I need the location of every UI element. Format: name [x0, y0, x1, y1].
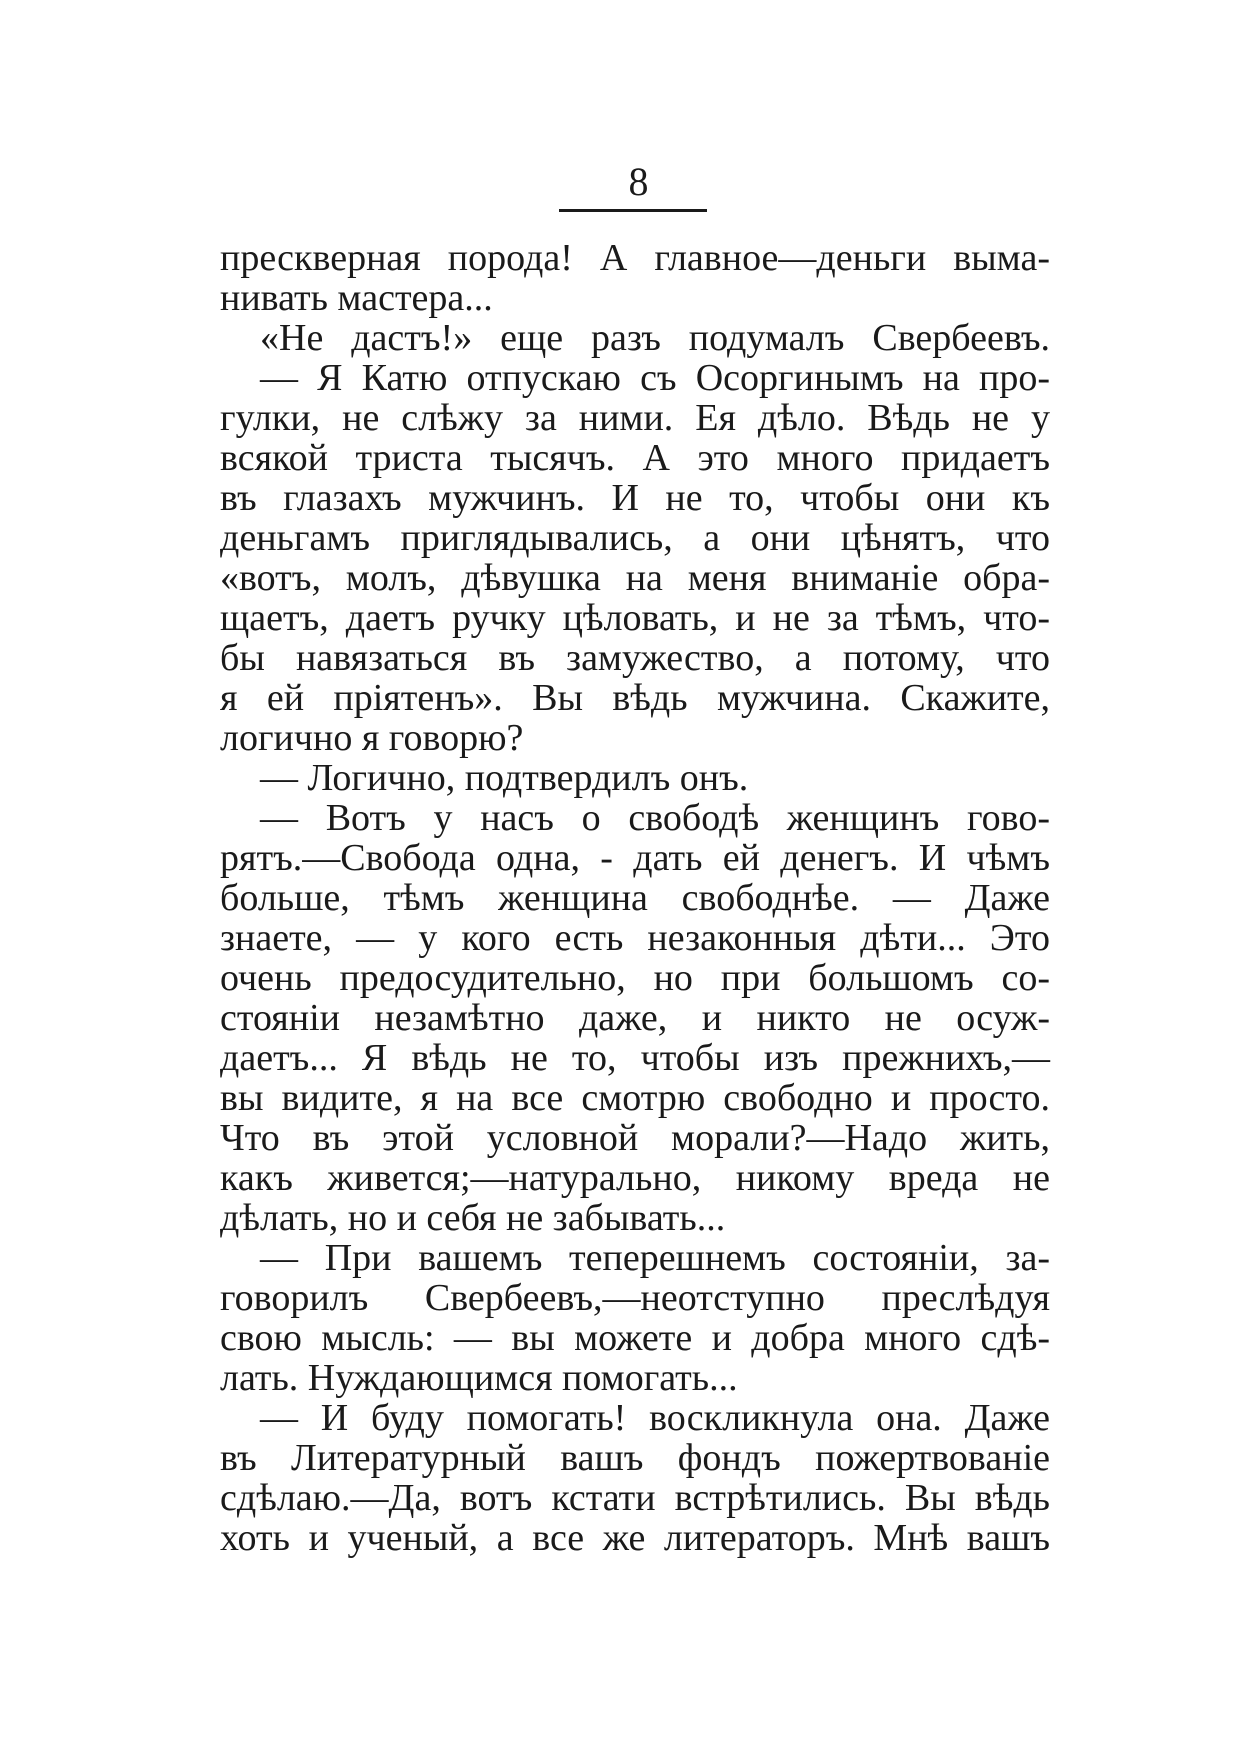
text-line: дѣлать, но и себя не забывать... — [220, 1197, 726, 1239]
text-line: въ глазахъ мужчинъ. И не то, чтобы они къ — [220, 477, 1050, 519]
text-line: очень предосудительно, но при большомъ со- — [220, 957, 1050, 999]
text-line: бы навязаться въ замужество, а потому, что — [220, 637, 1050, 679]
text-line: «вотъ, молъ, дѣвушка на меня вниманіе обра- — [220, 557, 1050, 599]
text-line: прескверная порода! А главное—деньги выма- — [220, 237, 1050, 279]
text-line: даетъ... Я вѣдь не то, чтобы изъ прежнихъ,— — [220, 1037, 1050, 1079]
text-line: какъ живется;—натурально, никому вреда не — [220, 1157, 1050, 1199]
text-line: рятъ.—Свобода одна, - дать ей денегъ. И чѣмъ — [220, 837, 1050, 879]
text-line: — Логично, подтвердилъ онъ. — [260, 757, 749, 799]
text-line: лать. Нуждающимся помогать... — [220, 1357, 738, 1399]
text-line: гулки, не слѣжу за ними. Ея дѣло. Вѣдь не у — [220, 397, 1050, 439]
text-line: Что въ этой условной морали?—Надо жить, — [220, 1117, 1050, 1159]
text-line: сдѣлаю.—Да, вотъ кстати встрѣтились. Вы вѣдь — [220, 1477, 1050, 1519]
text-line: — Я Катю отпускаю съ Осоргинымъ на про- — [260, 357, 1050, 399]
text-line: свою мысль: — вы можете и добра много сдѣ- — [220, 1317, 1050, 1359]
text-line: деньгамъ приглядывались, а они цѣнятъ, что — [220, 517, 1050, 559]
text-line: въ Литературный вашъ фондъ пожертвованіе — [220, 1437, 1050, 1479]
text-line: вы видите, я на все смотрю свободно и просто. — [220, 1077, 1050, 1119]
text-line: больше, тѣмъ женщина свободнѣе. — Даже — [220, 877, 1050, 919]
text-line: щаетъ, даетъ ручку цѣловать, и не за тѣмъ, что- — [220, 597, 1050, 639]
text-line: «Не дастъ!» еще разъ подумалъ Свербеевъ. — [260, 317, 1050, 359]
text-line: хоть и ученый, а все же литераторъ. Мнѣ вашъ — [220, 1517, 1050, 1559]
header-rule — [559, 209, 707, 212]
text-line: я ей пріятенъ». Вы вѣдь мужчина. Скажите, — [220, 677, 1050, 719]
text-line: знаете, — у кого есть незаконныя дѣти... Это — [220, 917, 1050, 959]
text-line: стояніи незамѣтно даже, и никто не осуж- — [220, 997, 1050, 1039]
text-line: нивать мастера... — [220, 277, 493, 319]
body-text — [220, 238, 1050, 1558]
text-line: логично я говорю? — [220, 717, 524, 759]
text-line: — Вотъ у насъ о свободѣ женщинъ гово- — [260, 797, 1050, 839]
text-line: — При вашемъ теперешнемъ состояніи, за- — [260, 1237, 1050, 1279]
text-line: говорилъ Свербеевъ,—неотступно преслѣдуя — [220, 1277, 1050, 1319]
page-number: 8 — [628, 159, 649, 204]
text-line: всякой триста тысячъ. А это много придаетъ — [220, 437, 1050, 479]
text-line: — И буду помогать! воскликнула она. Даже — [260, 1397, 1050, 1439]
